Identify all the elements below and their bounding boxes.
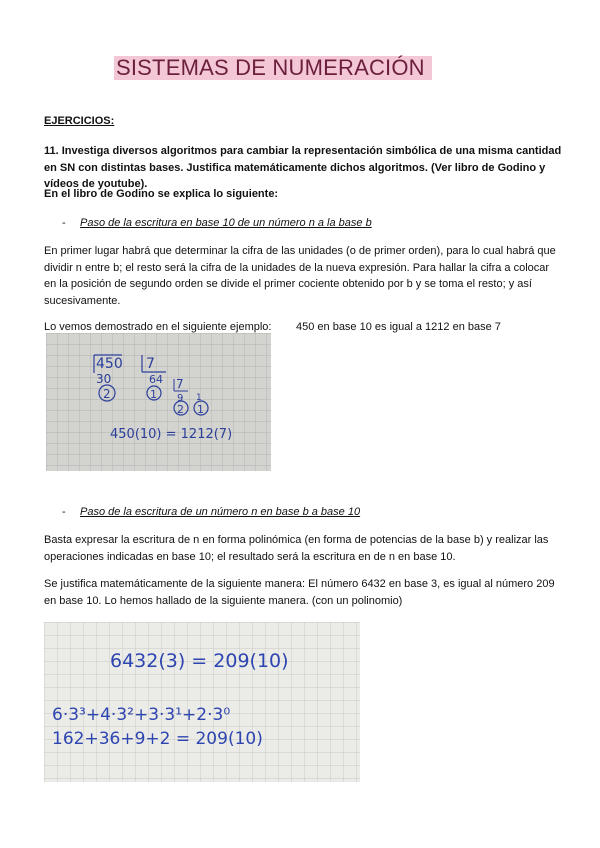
- polynomial-photo: [44, 622, 360, 782]
- divisor-again: 7: [176, 377, 184, 391]
- page-title: SISTEMAS DE NUMERACIÓN: [116, 55, 425, 80]
- divisor: 7: [146, 356, 155, 372]
- bullet-dash-1: -: [62, 217, 66, 229]
- section1-title: Paso de la escritura en base 10 de un número n a la base b: [80, 217, 372, 229]
- poly-line-2: 6·3³+4·3²+3·3¹+2·3⁰: [52, 705, 231, 725]
- section1-paragraph: En primer lugar habrá que determinar la cifra de las unidades (o de primer orden), para lo cual habrá que dividir n entre b; el resto será la cifra de la unidades de la nueva expresión. Para hallar la cifra a colocar en la posición de segundo orden se divide el primer cociente obtenido por b y se toma el resto; y así sucesivamente.: [44, 245, 556, 307]
- quotient2: 9: [177, 393, 184, 404]
- final-quotient: 1: [197, 403, 204, 416]
- justification-text: Se justifica matemáticamente de la siguiente manera: El número 6432 en base 3, es igual al número 209 en base 10. Lo hemos hallado de la siguiente manera. (con un polinomio): [44, 578, 555, 607]
- step1-line: 30: [96, 372, 112, 386]
- bullet-dash-2: -: [62, 506, 66, 518]
- remainder2: 1: [150, 388, 157, 401]
- question-text: 11. Investiga diversos algoritmos para cambiar la representación simbólica de una misma cantidad en SN con distintas bases. Justifica matemáticamente dichos algoritmos. (Ver libro de Godino y vídeos de youtube).: [44, 145, 562, 190]
- dividend: 450: [96, 356, 123, 372]
- polynomial-photo-svg: [44, 622, 360, 782]
- division-photo-svg: [46, 333, 271, 471]
- remainder3: 2: [177, 403, 184, 416]
- division-result: 450(10) = 1212(7): [110, 427, 233, 442]
- example-intro: Lo vemos demostrado en el siguiente ejemplo:: [44, 321, 272, 333]
- remainder1: 2: [103, 387, 111, 401]
- example-statement: 450 en base 10 es igual a 1212 en base 7: [296, 321, 501, 333]
- book-intro: En el libro de Godino se explica lo siguiente:: [44, 188, 279, 200]
- section2-paragraph: Basta expresar la escritura de n en forma polinómica (en forma de potencias de la base b) y realizar las operaciones indicadas en base 10; el resultado será la escritura en de n en base 10.: [44, 534, 549, 563]
- poly-line-3: 162+36+9+2 = 209(10): [52, 729, 263, 749]
- poly-line-1: 6432(3) = 209(10): [110, 650, 289, 672]
- exercises-heading: EJERCICIOS:: [44, 115, 115, 127]
- quotient3: 1: [196, 393, 202, 403]
- quotient1: 64: [149, 373, 163, 386]
- section2-title: Paso de la escritura de un número n en base b a base 10: [80, 506, 361, 518]
- division-photo: [46, 333, 271, 471]
